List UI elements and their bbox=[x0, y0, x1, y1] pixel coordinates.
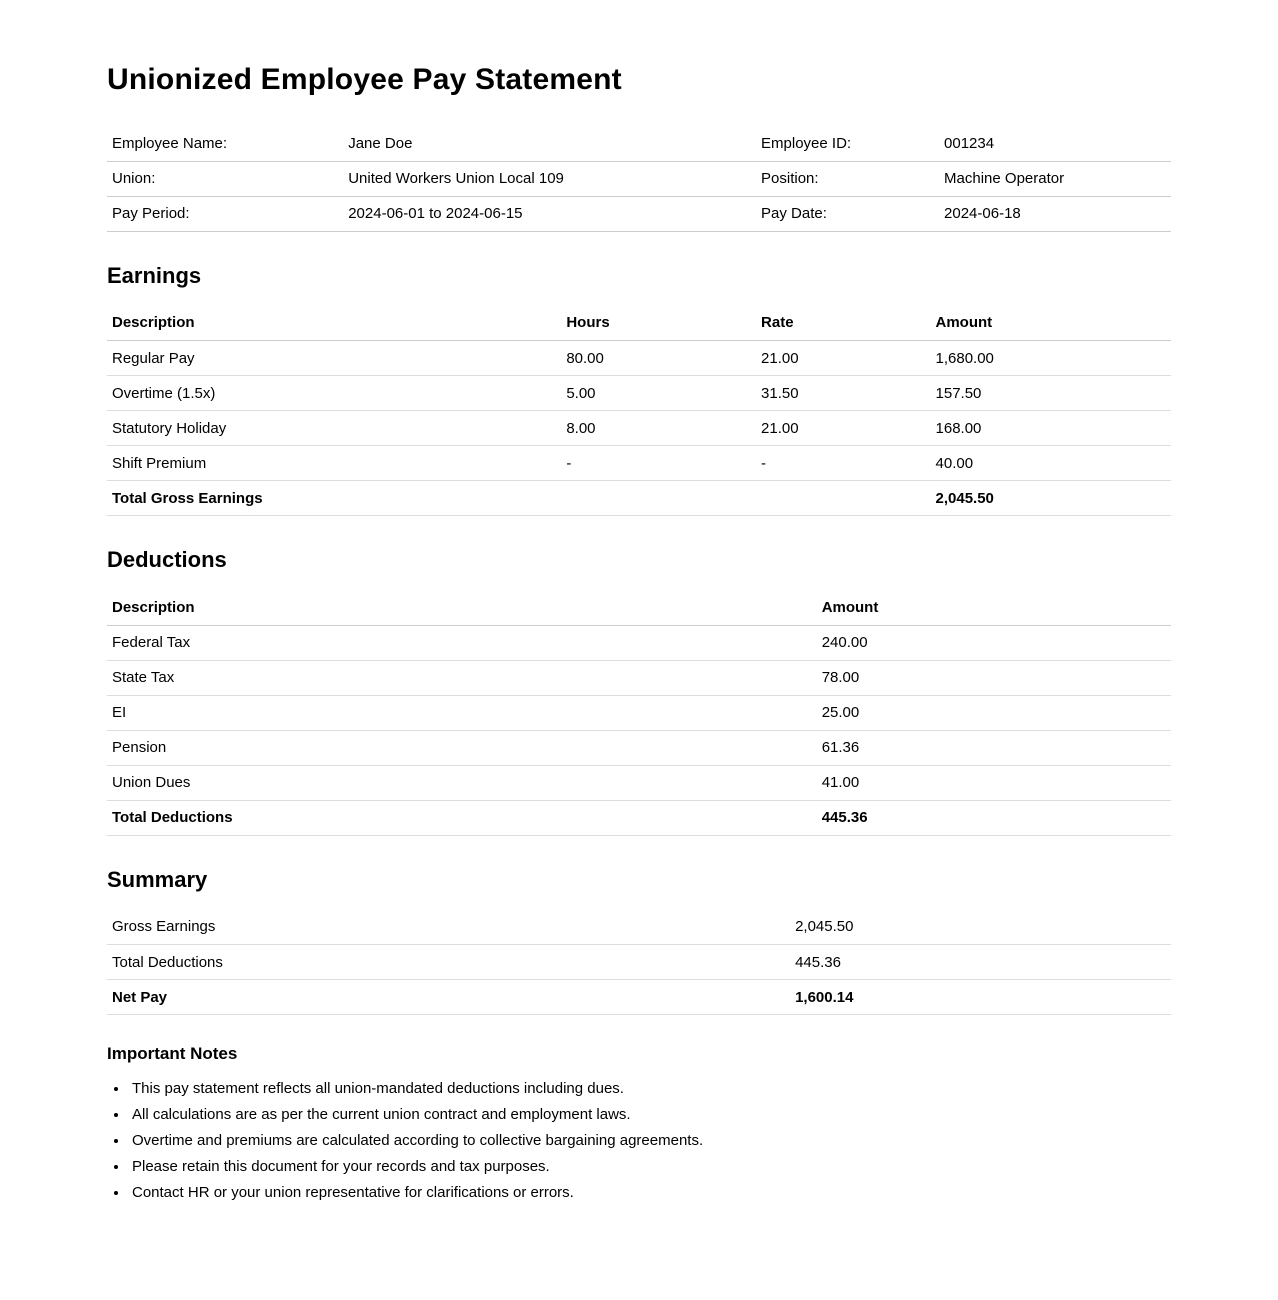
earnings-total-amount: 2,045.50 bbox=[931, 481, 1171, 516]
earnings-row bbox=[107, 446, 1171, 481]
note-item: • Please retain this document for your records and tax purposes. bbox=[129, 1154, 1171, 1180]
deductions-row bbox=[107, 625, 1171, 660]
deductions-row bbox=[107, 695, 1171, 730]
earnings-amount: 157.50 bbox=[931, 376, 1171, 411]
summary-net-pay-value: 1,600.14 bbox=[790, 980, 1171, 1015]
earnings-hours: 5.00 bbox=[561, 376, 756, 411]
earnings-total-hours-empty bbox=[561, 481, 756, 516]
deductions-row bbox=[107, 730, 1171, 765]
summary-gross-earnings-label: Gross Earnings bbox=[107, 910, 790, 945]
summary-row bbox=[107, 945, 1171, 980]
pay-date-label: Pay Date: bbox=[756, 196, 939, 231]
summary-table bbox=[107, 910, 1171, 1016]
summary-heading: Summary bbox=[107, 866, 208, 892]
deductions-row bbox=[107, 765, 1171, 800]
union-label: Union: bbox=[107, 161, 343, 196]
pay-period-value: 2024-06-01 to 2024-06-15 bbox=[343, 196, 756, 231]
notes-heading: Important Notes bbox=[107, 1044, 238, 1063]
earnings-total-row bbox=[107, 481, 1171, 516]
summary-total-deductions-label: Total Deductions bbox=[107, 945, 790, 980]
deduction-amount: 78.00 bbox=[817, 660, 1171, 695]
employee-id-label: Employee ID: bbox=[756, 126, 939, 161]
earnings-description: Statutory Holiday bbox=[107, 411, 561, 446]
earnings-description: Regular Pay bbox=[107, 341, 561, 376]
deduction-amount: 25.00 bbox=[817, 695, 1171, 730]
deductions-total-amount: 445.36 bbox=[817, 800, 1171, 835]
earnings-hours: 80.00 bbox=[561, 341, 756, 376]
earnings-total-label: Total Gross Earnings bbox=[107, 481, 561, 516]
employee-info-table bbox=[107, 126, 1171, 232]
employee-info-row bbox=[107, 196, 1171, 231]
deduction-description: Union Dues bbox=[107, 765, 817, 800]
earnings-total-rate-empty bbox=[756, 481, 930, 516]
deductions-table bbox=[107, 590, 1171, 836]
summary-gross-earnings-value: 2,045.50 bbox=[790, 910, 1171, 945]
earnings-amount: 1,680.00 bbox=[931, 341, 1171, 376]
deductions-col-amount: Amount bbox=[817, 590, 1171, 625]
earnings-description: Overtime (1.5x) bbox=[107, 376, 561, 411]
deductions-total-row bbox=[107, 800, 1171, 835]
earnings-row bbox=[107, 376, 1171, 411]
employee-info-row bbox=[107, 161, 1171, 196]
employee-id-value: 001234 bbox=[939, 126, 1171, 161]
union-value: United Workers Union Local 109 bbox=[343, 161, 756, 196]
pay-date-value: 2024-06-18 bbox=[939, 196, 1171, 231]
earnings-table bbox=[107, 306, 1171, 517]
summary-net-pay-row bbox=[107, 980, 1171, 1015]
earnings-amount: 40.00 bbox=[931, 446, 1171, 481]
earnings-col-description: Description bbox=[107, 306, 561, 341]
notes-list bbox=[107, 1076, 1171, 1206]
document-container bbox=[107, 0, 1171, 1206]
summary-row bbox=[107, 910, 1171, 945]
deductions-row bbox=[107, 660, 1171, 695]
employee-info-row bbox=[107, 126, 1171, 161]
summary-total-deductions-value: 445.36 bbox=[790, 945, 1171, 980]
earnings-row bbox=[107, 341, 1171, 376]
note-item: • Overtime and premiums are calculated according to collective bargaining agreements. bbox=[129, 1128, 1171, 1154]
page-title: Unionized Employee Pay Statement bbox=[107, 63, 622, 96]
deduction-description: EI bbox=[107, 695, 817, 730]
earnings-heading: Earnings bbox=[107, 262, 202, 288]
deductions-col-description: Description bbox=[107, 590, 817, 625]
earnings-header-row bbox=[107, 306, 1171, 341]
summary-net-pay-label: Net Pay bbox=[107, 980, 790, 1015]
deduction-amount: 240.00 bbox=[817, 625, 1171, 660]
earnings-col-hours: Hours bbox=[561, 306, 756, 341]
position-value: Machine Operator bbox=[939, 161, 1171, 196]
deduction-description: State Tax bbox=[107, 660, 817, 695]
earnings-rate: 31.50 bbox=[756, 376, 930, 411]
deduction-amount: 41.00 bbox=[817, 765, 1171, 800]
deduction-description: Pension bbox=[107, 730, 817, 765]
position-label: Position: bbox=[756, 161, 939, 196]
pay-period-label: Pay Period: bbox=[107, 196, 343, 231]
deductions-total-label: Total Deductions bbox=[107, 800, 817, 835]
note-item: • All calculations are as per the current union contract and employment laws. bbox=[129, 1102, 1171, 1128]
note-item: • Contact HR or your union representative for clarifications or errors. bbox=[129, 1180, 1171, 1206]
earnings-hours: 8.00 bbox=[561, 411, 756, 446]
earnings-row bbox=[107, 411, 1171, 446]
earnings-rate: 21.00 bbox=[756, 341, 930, 376]
earnings-col-amount: Amount bbox=[931, 306, 1171, 341]
employee-name-label: Employee Name: bbox=[107, 126, 343, 161]
deduction-amount: 61.36 bbox=[817, 730, 1171, 765]
earnings-col-rate: Rate bbox=[756, 306, 930, 341]
deductions-heading: Deductions bbox=[107, 547, 227, 572]
earnings-description: Shift Premium bbox=[107, 446, 561, 481]
note-item: • This pay statement reflects all union-mandated deductions including dues. bbox=[129, 1076, 1171, 1102]
earnings-hours: - bbox=[561, 446, 756, 481]
earnings-rate: - bbox=[756, 446, 930, 481]
employee-name-value: Jane Doe bbox=[343, 126, 756, 161]
earnings-amount: 168.00 bbox=[931, 411, 1171, 446]
deduction-description: Federal Tax bbox=[107, 625, 817, 660]
earnings-rate: 21.00 bbox=[756, 411, 930, 446]
deductions-header-row bbox=[107, 590, 1171, 625]
